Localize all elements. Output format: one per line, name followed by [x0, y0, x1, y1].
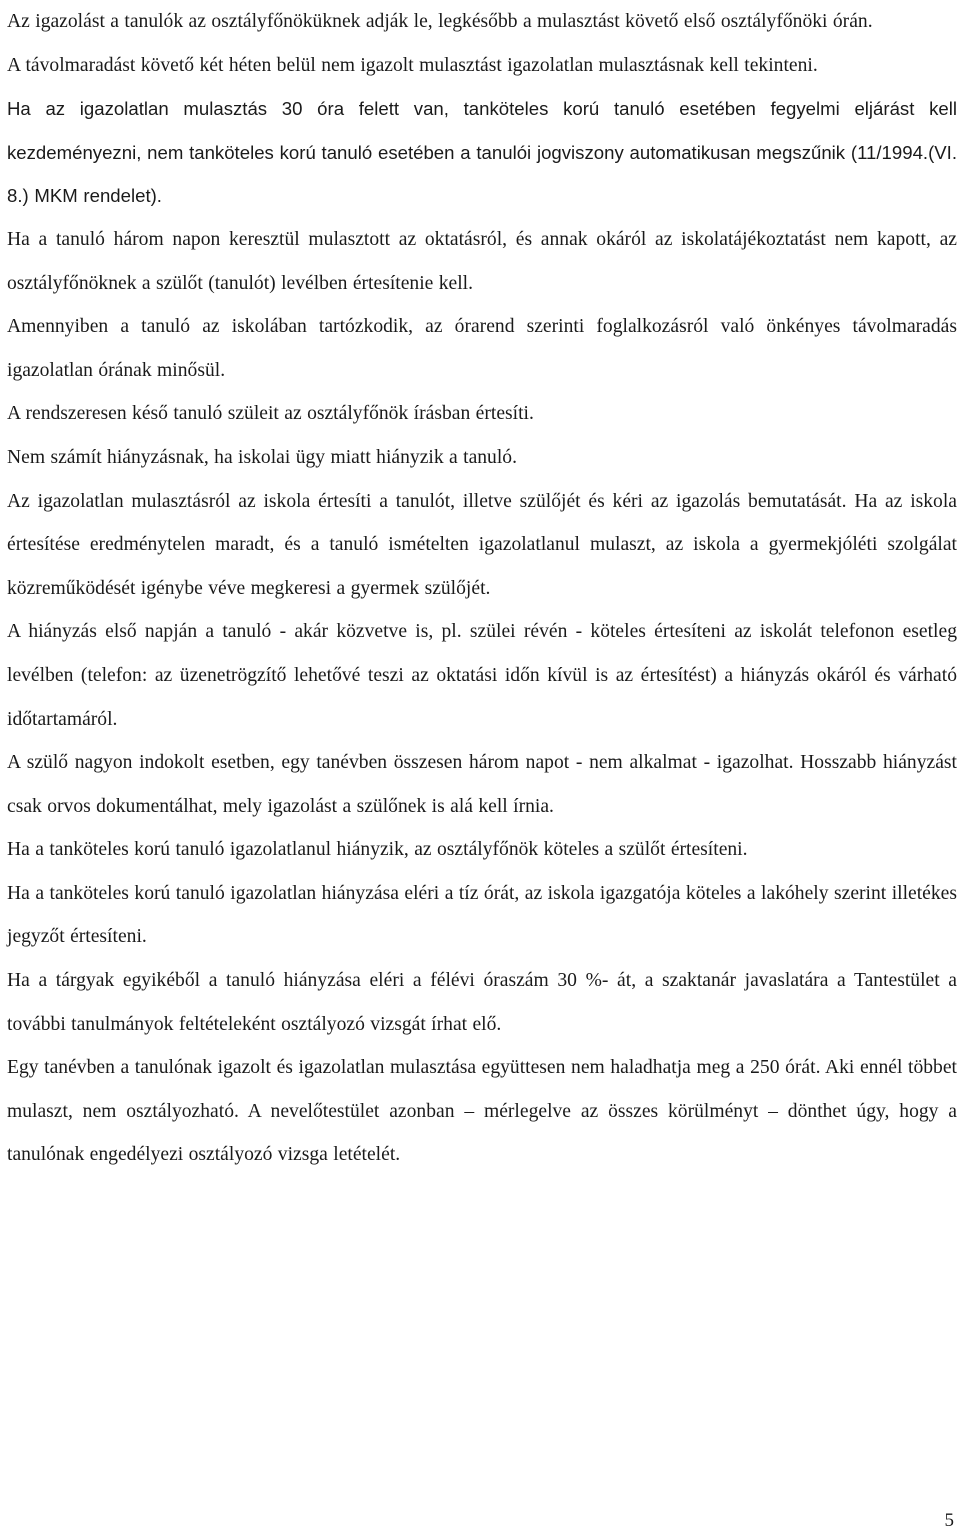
paragraph-ten-hours-notary: Ha a tanköteles korú tanuló igazolatlan hiányzása eléri a tíz órát, az iskola igazgatója köteles a lakóhely szerint illetékes jegyzőt értesíteni.: [7, 882, 957, 948]
paragraph-submission-deadline: Az igazolást a tanulók az osztályfőnöküknek adják le, legkésőbb a mulasztást követő első osztályfőnöki órán.: [7, 11, 873, 32]
paragraph-30-percent-exam: Ha a tárgyak egyikéből a tanuló hiányzása eléri a félévi óraszám 30 %- át, a szaktanár javaslatára a Tantestület a további tanulmányok feltételeként osztályozó vizsgát írhat elő.: [7, 970, 957, 1035]
paragraph-school-business-absence: Nem számít hiányzásnak, ha iskolai ügy miatt hiányzik a tanuló.: [7, 446, 517, 468]
document-page: [7, 0, 957, 1177]
paragraph-three-days-notification: Ha a tanuló három napon keresztül mulasztott az oktatásról, és annak okáról az iskolatájékoztatást nem kapott, az osztályfőnöknek a szülőt (tanulót) levélben értesítenie kell.: [7, 228, 957, 294]
page-number: 5: [944, 1510, 954, 1531]
paragraph-arbitrary-absence: Amennyiben a tanuló az iskolában tartózkodik, az órarend szerinti foglalkozásról való önkényes távolmaradás igazolatlan órának minősül.: [7, 316, 957, 381]
paragraph-lateness-notice: A rendszeresen késő tanuló szüleit az osztályfőnök írásban értesíti.: [7, 403, 534, 425]
paragraph-unjustified-absence-definition: A távolmaradást követő két héten belül nem igazolt mulasztást igazolatlan mulasztásnak kell tekinteni.: [7, 54, 818, 76]
paragraph-compulsory-age-unjustified: Ha a tanköteles korú tanuló igazolatlanul hiányzik, az osztályfőnök köteles a szülőt értesíteni.: [7, 839, 748, 861]
paragraph-first-day-notification: A hiányzás első napján a tanuló - akár közvetve is, pl. szülei révén - köteles értesíteni az iskolát telefonon esetleg levélben (telefon: az üzenetrögzítő lehetővé teszi az oktatási időn kívül is az értesítést) a hiányzás okáról és várható időtartamáról.: [7, 621, 957, 730]
paragraph-30-hours-disciplinary: Ha az igazolatlan mulasztás 30 óra felett van, tanköteles korú tanuló esetében fegyelmi eljárást kell kezdeményezni, nem tanköteles korú tanuló esetében a tanulói jogviszony automatikusan megszűnik (11/1994.(VI. 8.) MKM rendelet).: [7, 98, 957, 207]
paragraph-parent-justification: A szülő nagyon indokolt esetben, egy tanévben összesen három napot - nem alkalmat - igazolhat. Hosszabb hiányzást csak orvos dokumentálhat, mely igazolást a szülőnek is alá kell írnia.: [7, 752, 957, 817]
paragraph-250-hours-limit: Egy tanévben a tanulónak igazolt és igazolatlan mulasztása együttesen nem haladhatja meg a 250 órát. Aki ennél többet mulaszt, nem osztályozható. A nevelőtestület azonban – mérlegelve az összes körülményt – dönthet úgy, hogy a tanulónak engedélyezi osztályozó vizsga letételét.: [7, 1057, 957, 1166]
paragraph-school-notifies-parent: Az igazolatlan mulasztásról az iskola értesíti a tanulót, illetve szülőjét és kéri az igazolás bemutatását. Ha az iskola értesítése eredménytelen maradt, és a tanuló ismételten igazolatlanul mulaszt, az iskola a gyermekjóléti szolgálat közreműködését igénybe véve megkeresi a gyermek szülőjét.: [7, 490, 957, 599]
